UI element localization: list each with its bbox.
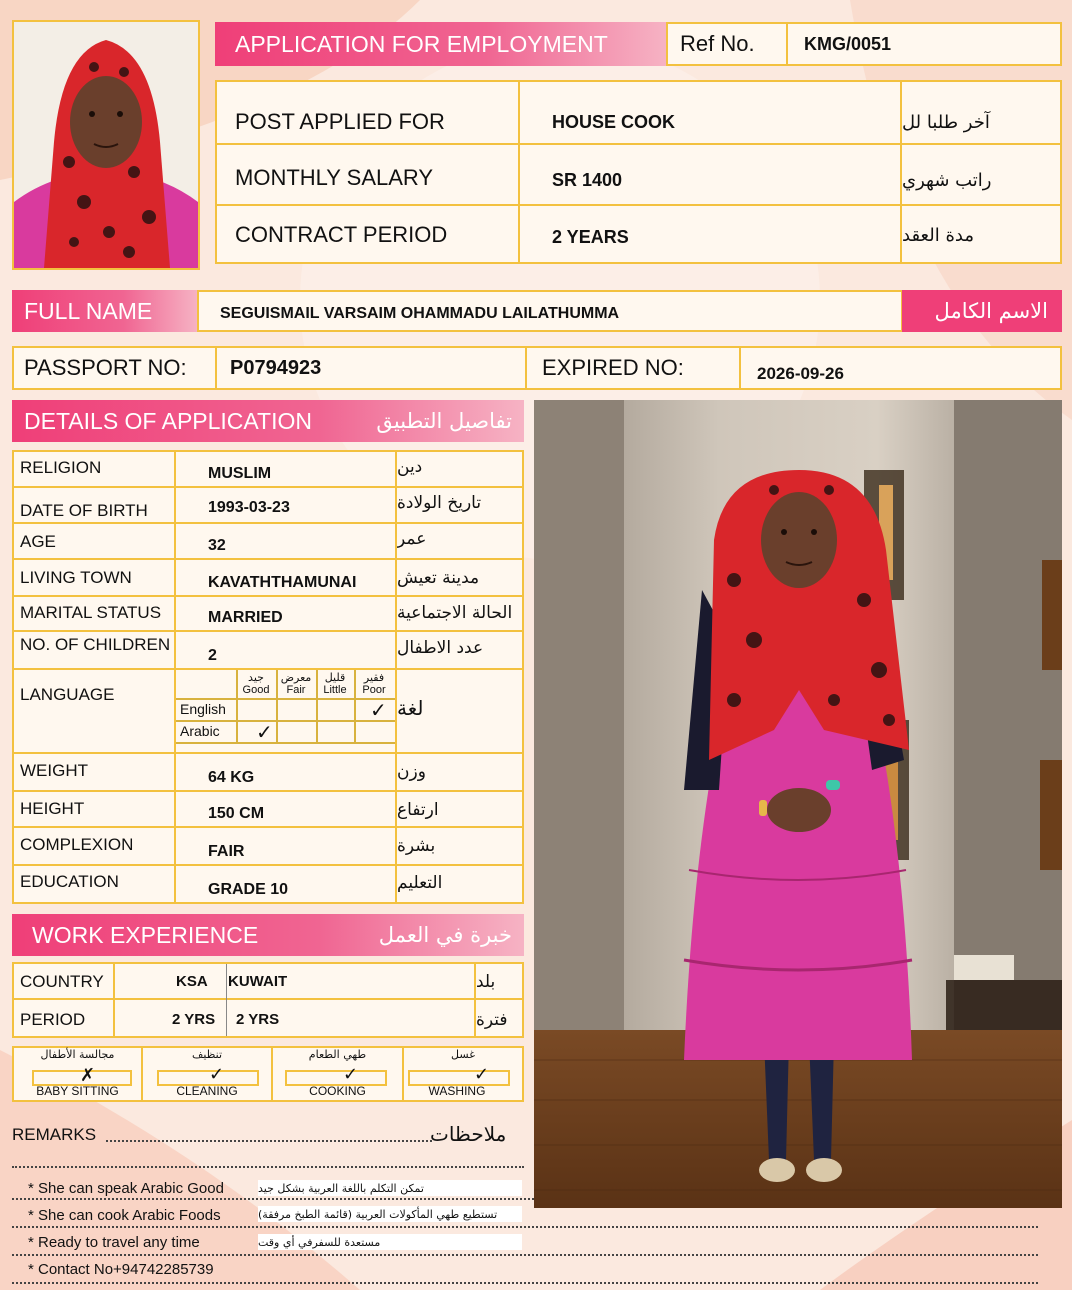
dob-label: DATE OF BIRTH: [20, 501, 148, 520]
skill-cooking-label: COOKING: [309, 1084, 366, 1098]
details-title-arabic: تفاصيل التطبيق: [376, 409, 512, 433]
remarks-label: REMARKS: [12, 1125, 97, 1144]
religion-label: RELIGION: [20, 458, 102, 477]
expired-value: 2026-09-26: [757, 364, 844, 383]
details-header: [12, 400, 524, 442]
level-poor-arabic: فقير: [363, 671, 385, 684]
height-label: HEIGHT: [20, 799, 85, 818]
remarks-arabic: ملاحظات: [430, 1122, 507, 1146]
education-value: GRADE 10: [208, 881, 289, 898]
period-2: 2 YRS: [236, 1010, 280, 1028]
level-little: Little: [323, 684, 347, 696]
english-poor-tick: ✓: [370, 698, 387, 722]
skill-cleaning-label: CLEANING: [176, 1084, 238, 1098]
age-arabic: عمر: [397, 529, 427, 549]
dob-value: 1993-03-23: [208, 499, 290, 516]
full-name-arabic: الاسم الكامل: [934, 299, 1048, 323]
age-label: AGE: [20, 532, 56, 551]
language-english: English: [180, 701, 226, 717]
country-arabic: بلد: [476, 972, 496, 992]
weight-label: WEIGHT: [20, 761, 88, 780]
language-grid: [176, 670, 395, 752]
full-name-value: SEGUISMAIL VARSAIM OHAMMADU LAILATHUMMA: [220, 305, 620, 322]
skill-washing-label: WASHING: [428, 1084, 486, 1098]
ref-value: KMG/0051: [804, 33, 892, 54]
arabic-good-tick: ✓: [256, 720, 273, 744]
salary-value: SR 1400: [552, 169, 623, 190]
salary-label: MONTHLY SALARY: [235, 165, 434, 190]
portrait-photo: [12, 20, 200, 270]
ref-label: Ref No.: [680, 31, 755, 56]
post-arabic: آخر طلبا لل: [902, 111, 990, 133]
page-title: APPLICATION FOR EMPLOYMENT: [235, 30, 608, 57]
language-arabic: لغة: [397, 696, 424, 720]
country-2: KUWAIT: [228, 972, 288, 990]
level-fair: Fair: [286, 684, 306, 696]
children-value: 2: [208, 647, 217, 664]
details-title: DETAILS OF APPLICATION: [24, 407, 312, 434]
passport-value: P0794923: [230, 356, 322, 379]
remark-line-3: * Ready to travel any time: [28, 1233, 200, 1251]
work-title: WORK EXPERIENCE: [32, 921, 259, 948]
marital-value: MARRIED: [208, 609, 283, 626]
height-value: 150 CM: [208, 805, 265, 822]
skill-cooking-mark: ✓: [343, 1064, 359, 1085]
period-label: PERIOD: [20, 1010, 86, 1029]
period-1: 2 YRS: [172, 1010, 216, 1028]
skill-cleaning-arabic: تنظيف: [191, 1048, 223, 1061]
level-little-arabic: قليل: [324, 671, 346, 684]
language-arabic-name: Arabic: [180, 723, 220, 739]
skill-cooking: [273, 1048, 402, 1100]
dob-arabic: تاريخ الولادة: [397, 493, 482, 513]
remark-line-2-arabic: تستطيع طهي المأكولات العربية (قائمة الطبخ مرفقة): [258, 1207, 498, 1221]
skill-cooking-arabic: طهي الطعام: [308, 1048, 367, 1061]
town-value: KAVATHTHAMUNAI: [208, 574, 357, 591]
passport-label: PASSPORT NO:: [24, 355, 187, 380]
skill-cleaning: [143, 1048, 271, 1100]
contract-label: CONTRACT PERIOD: [235, 222, 448, 247]
level-fair-arabic: معرض: [280, 671, 312, 684]
skill-baby-sitting-arabic: مجالسة الأطفال: [40, 1048, 115, 1061]
work-header: [12, 914, 524, 956]
remark-line-2: * She can cook Arabic Foods: [28, 1206, 221, 1224]
skill-cleaning-mark: ✓: [209, 1064, 225, 1085]
religion-arabic: دين: [397, 457, 423, 477]
town-arabic: مدينة تعيش: [397, 568, 480, 588]
remark-line-3-arabic: مستعدة للسفرفي أي وقت: [258, 1235, 381, 1249]
skill-washing-mark: ✓: [474, 1064, 490, 1085]
full-name-arabic-box: [902, 290, 1062, 332]
title-banner: [215, 22, 667, 66]
level-good: Good: [242, 684, 270, 696]
education-label: EDUCATION: [20, 872, 119, 891]
skill-baby-sitting: [14, 1048, 141, 1100]
weight-arabic: وزن: [397, 762, 426, 782]
level-poor: Poor: [362, 684, 386, 696]
religion-value: MUSLIM: [208, 465, 272, 482]
weight-value: 64 KG: [208, 769, 255, 786]
post-label: POST APPLIED FOR: [235, 109, 445, 134]
skill-washing-arabic: غسل: [451, 1048, 475, 1061]
contract-arabic: مدة العقد: [902, 224, 974, 246]
skill-baby-sitting-mark: ✗: [80, 1065, 96, 1086]
expired-label: EXPIRED NO:: [542, 355, 684, 380]
country-label: COUNTRY: [20, 972, 104, 991]
period-arabic: فترة: [476, 1010, 508, 1030]
town-label: LIVING TOWN: [20, 568, 132, 587]
age-value: 32: [208, 537, 226, 554]
full-body-photo: [534, 400, 1062, 1208]
country-1: KSA: [176, 972, 208, 990]
marital-label: MARITAL STATUS: [20, 603, 162, 622]
remark-line-4: * Contact No+94742285739: [28, 1260, 214, 1278]
children-arabic: عدد الاطفال: [397, 638, 484, 658]
education-arabic: التعليم: [397, 873, 443, 893]
complexion-value: FAIR: [208, 843, 245, 860]
work-title-arabic: خبرة في العمل: [378, 923, 512, 947]
children-label: NO. OF CHILDREN: [20, 635, 171, 654]
height-arabic: ارتفاع: [397, 800, 439, 820]
complexion-label: COMPLEXION: [20, 835, 134, 854]
full-name-label: FULL NAME: [24, 297, 153, 324]
marital-arabic: الحالة الاجتماعية: [397, 603, 513, 623]
salary-arabic: راتب شهري: [902, 169, 992, 191]
level-good-arabic: جيد: [248, 671, 264, 684]
skill-baby-sitting-label: BABY SITTING: [36, 1084, 119, 1098]
remark-line-1-arabic: تمكن التكلم باللغة العربية بشكل جيد: [258, 1181, 424, 1195]
contract-value: 2 YEARS: [552, 226, 629, 247]
complexion-arabic: بشرة: [397, 836, 436, 856]
full-name-label-box: [12, 290, 198, 332]
post-value: HOUSE COOK: [552, 111, 676, 132]
remark-line-1: * She can speak Arabic Good: [28, 1179, 224, 1197]
language-label: LANGUAGE: [20, 685, 115, 704]
skill-washing: [404, 1048, 522, 1100]
